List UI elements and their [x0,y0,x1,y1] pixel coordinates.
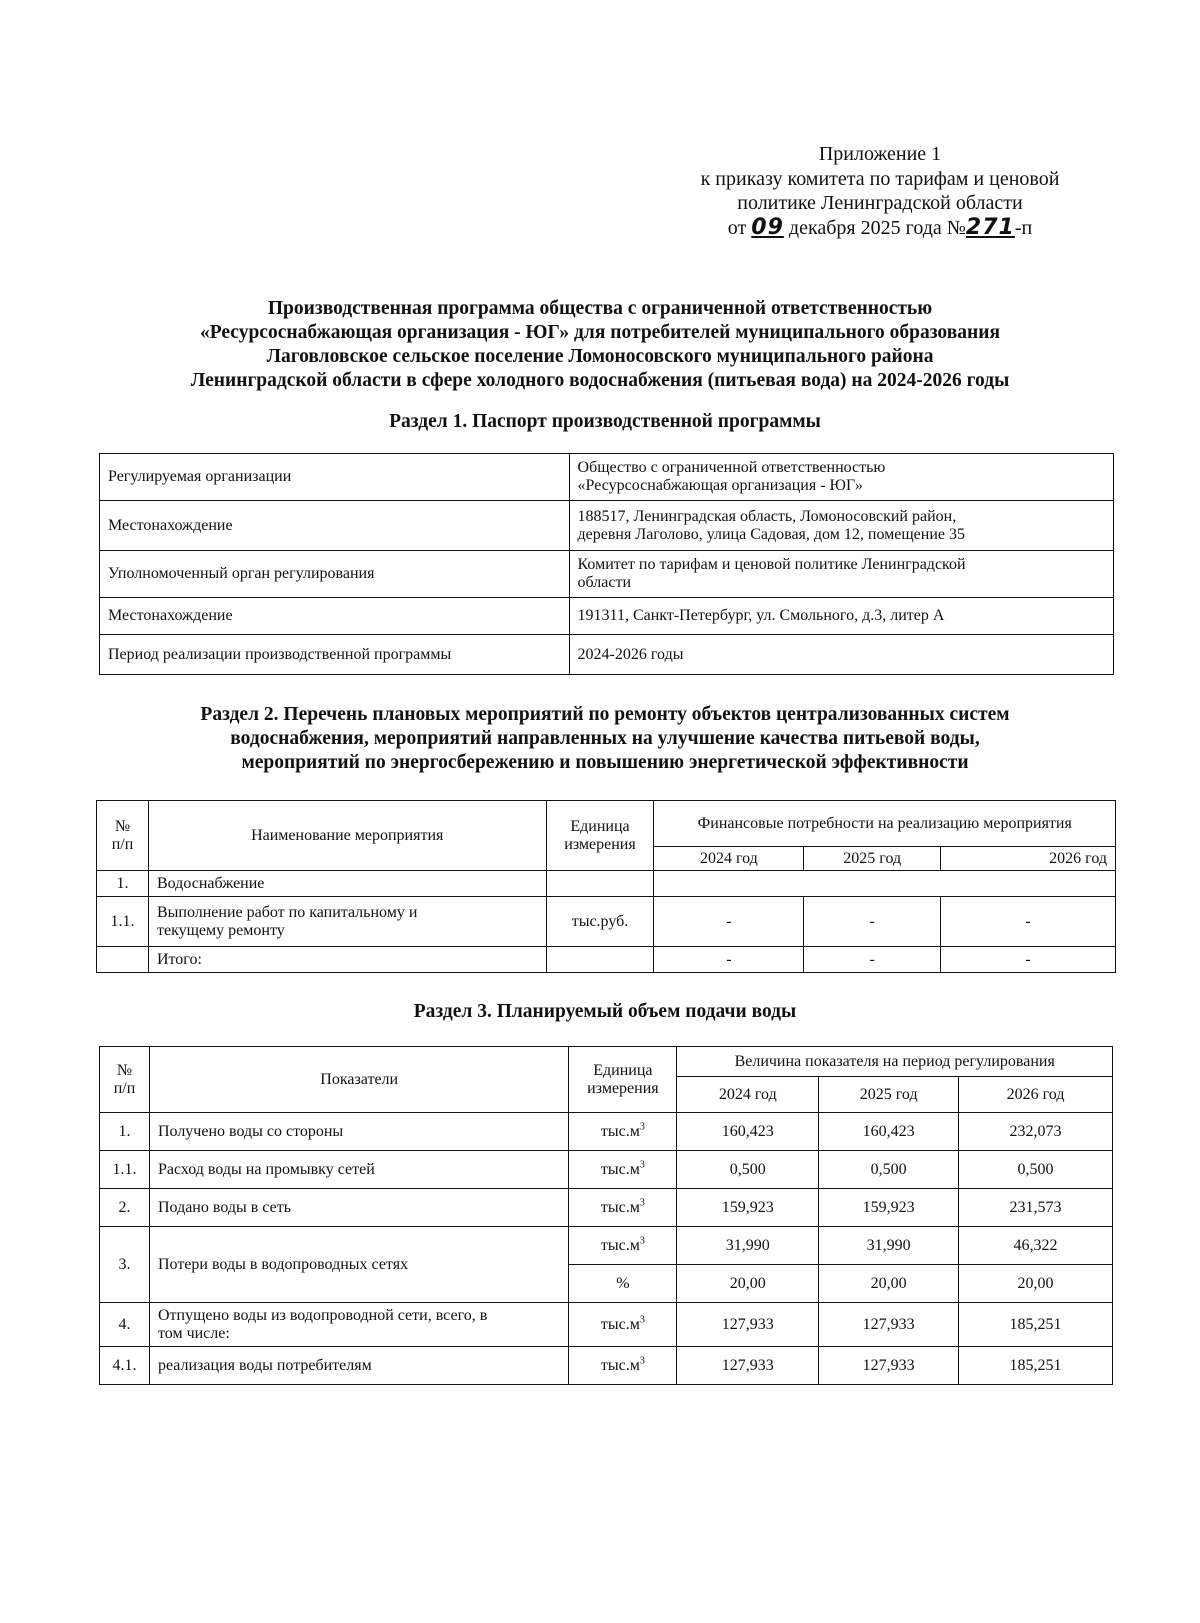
cell-2025: 127,933 [819,1303,959,1347]
unit-sup: 3 [639,1314,645,1326]
cell-2025: 20,00 [819,1265,959,1303]
unit-sup: 3 [639,1355,645,1367]
unit-sup: 3 [639,1235,645,1247]
appendix-line-3: политике Ленинградской области [737,192,1023,214]
cell-2026: - [941,947,1116,973]
title-line-4: Ленинградской области в сфере холодного водоснабжения (питьевая вода) на 2024-2026 годы [190,370,1010,391]
cell-name: Итого: [148,947,546,973]
cell-2026: - [941,897,1116,947]
header-row [97,801,1116,847]
header-2025: 2025 год [804,847,941,871]
cell-2025: 31,990 [819,1227,959,1265]
cell-unit [546,871,654,897]
cell-num: 1. [100,1113,150,1151]
cell-name [148,897,546,947]
table-row [100,635,1114,675]
cell-value: 191311, Санкт-Петербург, ул. Смольного, д.3, литер А [569,598,1113,635]
unit-text: тыс.м [600,1122,640,1140]
section3-heading: Раздел 3. Планируемый объем подачи воды [413,1001,797,1022]
cell-2026: 185,251 [959,1347,1113,1385]
header-text: Единица [593,1061,653,1079]
cell-num: 1.1. [97,897,149,947]
name-line: Выполнение работ по капитальному и [156,903,418,921]
header-finance: Финансовые потребности на реализацию мероприятия [654,801,1116,847]
header-name: Показатели [149,1047,568,1113]
name-line: том числе: [157,1324,230,1342]
cell-num: 1. [97,871,149,897]
unit-sup: 3 [639,1159,645,1171]
header-text: п/п [111,835,134,853]
cell-name: Водоснабжение [148,871,546,897]
header-text: п/п [113,1079,136,1097]
unit-text: тыс.м [600,1315,640,1333]
handwritten-number: 271 [965,214,1015,240]
header-text: измерения [587,1079,659,1097]
header-period: Величина показателя на период регулирования [677,1047,1113,1077]
header-text: Единица [570,817,630,835]
title-line-1: Производственная программа общества с ограниченной ответственностью [267,298,933,319]
cell-2026: 0,500 [959,1151,1113,1189]
cell-num: 3. [100,1227,150,1303]
cell-2025: 0,500 [819,1151,959,1189]
cell-2024: 160,423 [677,1113,819,1151]
cell-2026: 232,073 [959,1113,1113,1151]
table-row [100,1151,1113,1189]
table-row [97,871,1116,897]
header-2026: 2026 год [941,847,1116,871]
cell-unit [569,1227,677,1265]
header-2024: 2024 год [654,847,804,871]
cell-unit [569,1113,677,1151]
document-title [100,297,1100,393]
unit-sup: 3 [639,1197,645,1209]
date-prefix: от [727,216,752,239]
heading-line: водоснабжения, мероприятий направленных на улучшение качества питьевой воды, [230,728,980,749]
table-row [100,598,1114,635]
header-num [97,801,149,871]
header-text: № [114,817,131,835]
heading-line: мероприятий по энергосбережению и повышению энергетической эффективности [241,752,969,773]
cell-2024: 127,933 [677,1303,819,1347]
cell-num [97,947,149,973]
cell-name [149,1303,568,1347]
cell-unit [546,947,654,973]
table-row [100,551,1114,598]
cell-num: 1.1. [100,1151,150,1189]
cell-unit [569,1189,677,1227]
cell-value [569,551,1113,598]
header-2026: 2026 год [959,1077,1113,1113]
cell-name: реализация воды потребителям [149,1347,568,1385]
passport-table [99,453,1114,675]
table-row [100,1227,1113,1265]
cell-name: Потери воды в водопроводных сетях [149,1227,568,1303]
cell-2025: 160,423 [819,1113,959,1151]
cell-label: Местонахождение [100,598,570,635]
header-num [100,1047,150,1113]
cell-2024: 127,933 [677,1347,819,1385]
cell-unit [569,1303,677,1347]
header-name: Наименование мероприятия [148,801,546,871]
table-row [97,947,1116,973]
value-line: «Ресурсоснабжающая организация - ЮГ» [577,477,863,494]
value-line: 188517, Ленинградская область, Ломоносовский район, [577,507,957,525]
cell-2026: 20,00 [959,1265,1113,1303]
cell-2024: 31,990 [677,1227,819,1265]
cell-unit [569,1151,677,1189]
cell-value: 2024-2026 годы [569,635,1113,675]
table-row [100,501,1114,551]
cell-empty [654,871,1116,897]
table-row [100,1303,1113,1347]
table-row [100,1347,1113,1385]
header-unit [569,1047,677,1113]
cell-2024: 20,00 [677,1265,819,1303]
cell-num: 2. [100,1189,150,1227]
table-row [100,454,1114,501]
cell-2024: 0,500 [677,1151,819,1189]
unit-text: тыс.м [600,1236,640,1254]
value-line: Общество с ограниченной ответственностью [577,459,886,476]
unit-sup: 3 [639,1121,645,1133]
cell-2026: 231,573 [959,1189,1113,1227]
table-row [97,897,1116,947]
cell-label: Местонахождение [100,501,570,551]
header-text: измерения [564,835,636,853]
title-line-2: «Ресурсоснабжающая организация - ЮГ» для потребителей муниципального образования [200,322,1000,343]
cell-2024: 159,923 [677,1189,819,1227]
unit-text: тыс.м [600,1356,640,1374]
cell-unit: % [569,1265,677,1303]
cell-value [569,454,1113,501]
cell-num: 4. [100,1303,150,1347]
cell-name: Расход воды на промывку сетей [149,1151,568,1189]
water-supply-table [99,1046,1113,1385]
section1-heading: Раздел 1. Паспорт производственной программы [389,411,821,432]
cell-2025: 127,933 [819,1347,959,1385]
cell-2024: - [654,947,804,973]
cell-name: Получено воды со стороны [149,1113,568,1151]
header-unit [546,801,654,871]
handwritten-day: 09 [751,214,784,240]
number-suffix: -п [1014,216,1033,239]
name-line: текущему ремонту [156,921,285,939]
value-line: деревня Лаголово, улица Садовая, дом 12, помещение 35 [577,525,966,543]
header-2024: 2024 год [677,1077,819,1113]
header-text: № [116,1061,133,1079]
cell-2025: - [804,947,941,973]
cell-unit: тыс.руб. [546,897,654,947]
cell-label: Регулируемая организации [100,454,570,501]
appendix-header [660,142,1100,240]
header-row [100,1047,1113,1077]
unit-text: тыс.м [600,1160,640,1178]
header-2025: 2025 год [819,1077,959,1113]
cell-2025: 159,923 [819,1189,959,1227]
name-line: Отпущено воды из водопроводной сети, всего, в [157,1306,488,1324]
appendix-line-2: к приказу комитета по тарифам и ценовой [700,167,1060,190]
table-row [100,1113,1113,1151]
cell-2026: 46,322 [959,1227,1113,1265]
heading-line: Раздел 2. Перечень плановых мероприятий по ремонту объектов централизованных систем [200,704,1010,725]
cell-name: Подано воды в сеть [149,1189,568,1227]
date-middle: декабря 2025 года № [783,216,966,239]
value-line: области [577,574,632,591]
cell-value [569,501,1113,551]
section2-heading [100,703,1110,775]
appendix-line-1: Приложение 1 [818,143,942,165]
appendix-date-line [660,216,1100,241]
cell-num: 4.1. [100,1347,150,1385]
table-row [100,1189,1113,1227]
unit-text: тыс.м [600,1198,640,1216]
cell-label: Период реализации производственной программы [100,635,570,675]
cell-label: Уполномоченный орган регулирования [100,551,570,598]
value-line: Комитет по тарифам и ценовой политике Ленинградской [577,556,966,573]
cell-2024: - [654,897,804,947]
title-line-3: Лаговловское сельское поселение Ломоносовского муниципального района [266,346,934,367]
activities-table [96,800,1116,973]
cell-unit [569,1347,677,1385]
cell-2025: - [804,897,941,947]
cell-2026: 185,251 [959,1303,1113,1347]
